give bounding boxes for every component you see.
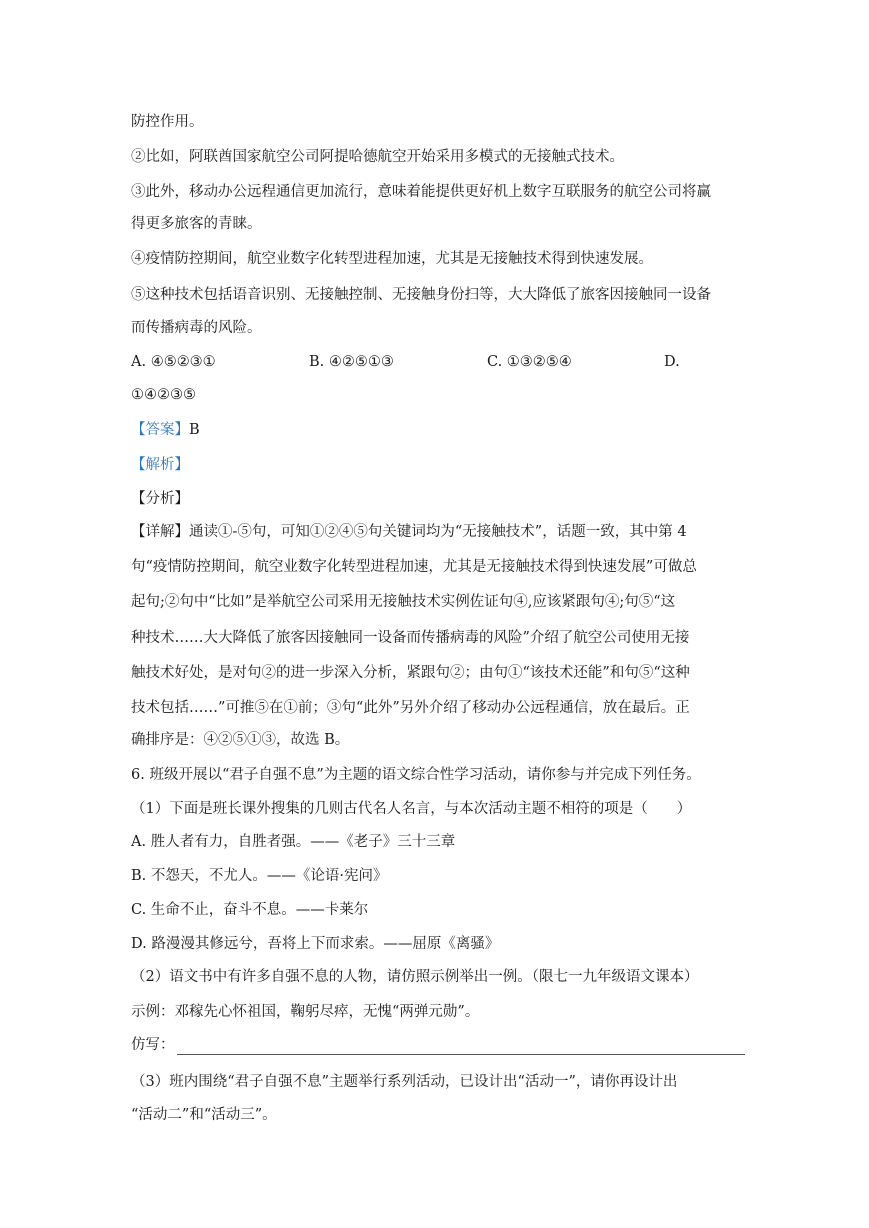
detail-text-line: 种技术……大大降低了旅客因接触同一设备而传播病毒的风险”介绍了航空公司使用无接 [131, 630, 690, 646]
option-d: D. [664, 354, 680, 370]
choice-b: B. 不怨天，不尤人。——《论语·宪问》 [131, 868, 388, 884]
answer-value: B [189, 422, 200, 438]
text-line: 得更多旅客的青睐。 [131, 216, 262, 232]
imitate-answer-blank[interactable] [177, 1040, 745, 1055]
detail-text-line: 起句;②句中“比如”是举航空公司采用无接触技术实例佐证句④,应该紧跟句④;句⑤“这 [131, 594, 676, 610]
detail-tag: 【详解】 [131, 524, 189, 540]
detail-text-line: 句“疫情防控期间，航空业数字化转型进程加速，尤其是无接触技术得到快速发展”可做总 [131, 559, 697, 575]
detail-text-line: 确排序是：④②⑤①③，故选 B。 [131, 732, 350, 748]
fenxi-heading: 【分析】 [131, 491, 189, 507]
detail-text-line: 触技术好处，是对句②的进一步深入分析，紧跟句②；由句①“该技术还能”和句⑤“这种 [131, 665, 690, 681]
choice-c: C. 生命不止，奋斗不息。——卡莱尔 [131, 902, 369, 918]
option-d-text: ①④②③⑤ [131, 387, 196, 403]
detail-text: 通读①-⑤句，可知①②④⑤句关键词均为“无接触技术”，话题一致，其中第 4 [189, 524, 687, 540]
choice-a: A. 胜人者有力，自胜者强。——《老子》三十三章 [131, 834, 456, 850]
question-6-1: （1）下面是班长课外搜集的几则古代名人名言，与本次活动主题不相符的项是（ ） [131, 801, 692, 817]
answer-line [131, 420, 751, 440]
analysis-tag: 【解析】 [131, 457, 189, 473]
detail-line [131, 522, 751, 542]
sentence-4: ④疫情防控期间，航空业数字化转型进程加速，尤其是无接触技术得到快速发展。 [131, 251, 653, 267]
sentence-3: ③此外，移动办公远程通信更加流行，意味着能提供更好机上数字互联服务的航空公司将赢 [131, 184, 711, 200]
sentence-2: ②比如，阿联酋国家航空公司阿提哈德航空开始采用多模式的无接触式技术。 [131, 149, 624, 165]
detail-text-line: 技术包括……”可推⑤在①前；③句“此外”另外介绍了移动办公远程通信，放在最后。正 [131, 700, 690, 716]
option-b: B. ④②⑤①③ [309, 354, 394, 370]
option-a: A. ④⑤②③① [131, 354, 216, 370]
sentence-5: ⑤这种技术包括语音识别、无接触控制、无接触身份扫等，大大降低了旅客因接触同一设备 [131, 287, 711, 303]
text-line: “活动二”和“活动三”。 [131, 1107, 277, 1123]
imitate-label: 仿写： [131, 1037, 175, 1053]
question-6-3: （3）班内围绕“君子自强不息”主题举行系列活动，已设计出“活动一”，请你再设计出 [131, 1074, 678, 1090]
answer-tag: 【答案】 [131, 422, 189, 438]
option-c: C. ①③②⑤④ [487, 354, 572, 370]
imitate-line [131, 1035, 751, 1055]
example-line: 示例：邓稼先心怀祖国，鞠躬尽瘁，无愧“两弹元勋”。 [131, 1004, 480, 1020]
question-6: 6. 班级开展以“君子自强不息”为主题的语文综合性学习活动，请你参与并完成下列任务。 [131, 767, 701, 783]
choice-d: D. 路漫漫其修远兮，吾将上下而求索。——屈原《离骚》 [131, 936, 500, 952]
text-line: 防控作用。 [131, 114, 204, 130]
text-line: 而传播病毒的风险。 [131, 320, 262, 336]
question-6-2: （2）语文书中有许多自强不息的人物，请仿照示例举出一例。（限七一九年级语文课本） [131, 969, 699, 985]
